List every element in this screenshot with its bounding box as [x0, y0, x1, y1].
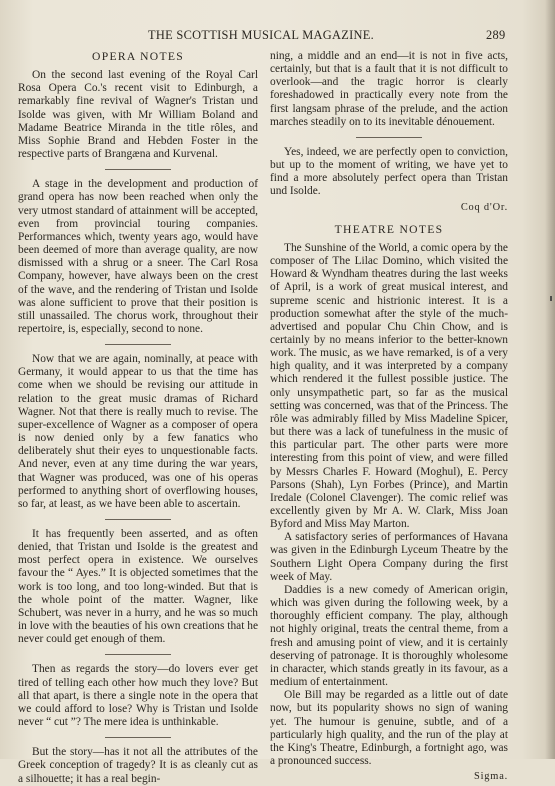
divider-rule	[105, 654, 171, 655]
theatre-notes-heading: THEATRE NOTES	[334, 222, 444, 236]
paragraph: Daddies is a new comedy of American origin, which was given during the following week, by a thoroughly efficient company. The play, although not highly original, treats the central theme, from a fresh and amusing point of view, and it is certainly deserving of patronage. It is thoroughly wholesome in character, which stands greatly in its favour, as a medium of entertainment.	[270, 583, 508, 689]
paragraph: Now that we are again, nominally, at peace with Germany, it would appear to us that the time has come when we should be revising our attitude in relation to the great music dramas of Richard Wagner. Not that there is really much to revise. The super-excellence of Wagner as a composer of opera is now denied only by a few fanatics who deliberately shut their eyes to unquestionable facts. And never, even at any time during the war years, that Wagner was produced, was one of his operas performed to anything short of overflowing houses, so far, at least, as we have been able to ascertain.	[18, 353, 258, 510]
page-header	[0, 28, 555, 44]
paragraph: Yes, indeed, we are perfectly open to conviction, but up to the moment of writing, we have yet to find a more absolutely perfect opera than Tristan und Isolde.	[270, 145, 508, 198]
divider-rule	[105, 344, 171, 345]
divider-rule	[105, 519, 171, 520]
paragraph: A satisfactory series of performances of Havana was given in the Edinburgh Lyceum Theatre by the Southern Light Opera Company during the first week of May.	[270, 531, 508, 583]
running-title: THE SCOTTISH MUSICAL MAGAZINE.	[148, 28, 375, 42]
paragraph: On the second last evening of the Royal Carl Rosa Opera Co.'s recent visit to Edinburgh, a remarkably fine revival of Wagner's Tristan und Isolde was given, with Mr William Boland and Madame Beatrice Miranda in the title rôles, and Miss Sophie Brand and Hebden Foster in the respective parts of Brangæna and Kurvenal.	[18, 69, 258, 161]
divider-rule	[105, 169, 171, 170]
paragraph: The Sunshine of the World, a comic opera by the composer of The Lilac Domino, which visited the Howard & Wyndham theatres during the last weeks of April, is a work of great musical interest, and supreme scenic and histrionic interest. It is a production somewhat after the style of the much-advertised and popular Chu Chin Chow, and is certainly by no means inferior to the better-known work. The music, as we have remarked, is of a very high quality, and it was interpreted by a company which rendered it the fullest possible justice. The only unsympathetic part, so far as the musical setting was concerned, was that of the Princess. The rôle was admirably filled by Miss Madeline Spicer, but there was a lack of tunefulness in the music of this particular part. The other parts were more interesting from this point of view, and were filled by Messrs Charles F. Howard (Moghul), E. Percy Parsons (Shah), Lyn Forbes (Prince), and Martin Iredale (Colonel Clavenger). The comic relief was excellently given by Mr A. W. Clark, Miss Joan Byford and Miss May Marton.	[270, 241, 508, 531]
spacer	[270, 214, 508, 223]
paragraph: But the story—has it not all the attributes of the Greek conception of tragedy? It is as cleanly cut as a silhouette; it has a real begin-	[18, 746, 258, 785]
page-number: 289	[486, 28, 506, 42]
opera-notes-signature: Coq d'Or.	[460, 201, 508, 213]
paragraph: Ole Bill may be regarded as a little out of date now, but its popularity shows no sign of waning yet. The humour is genuine, subtle, and of a particularly high quality, and the run of the play at the King's Theatre, Edinburgh, a fortnight ago, was a pronounced success.	[270, 689, 508, 767]
paragraph: A stage in the development and production of grand opera has now been reached when only the very utmost standard of attainment will be accepted, even from provincial touring companies. Performances which, twenty years ago, would have been deemed of more than average quality, are now dismissed with a shrug or a sneer. The Carl Rosa Company, however, have always been on the crest of the wave, and the rendering of Tristan und Isolde was alone sufficient to prove that their position is still unassailed. The chorus work, throughout their repertoire, is, especially, second to none.	[18, 178, 258, 335]
divider-rule	[356, 137, 422, 138]
paragraph: ning, a middle and an end—it is not in five acts, certainly, but that is a fault that it is not difficult to overlook—and the tragic horror is clearly foreshadowed in practically every note from the first langsam phrase of the prelude, and the action marches steadily on to its inevitable dénouement.	[270, 50, 508, 128]
binding-shadow	[545, 0, 555, 759]
right-column	[270, 50, 508, 783]
paragraph: It has frequently been asserted, and as often denied, that Tristan und Isolde is the greatest and most perfect opera in existence. We ourselves favour the “ Ayes.” It is objected sometimes that the work is too long, and too long-winded. But that is the whole point of the matter. Wagner, like Schubert, was never in a hurry, and he was so much in love with the beauties of his own creations that he never could get enough of them.	[18, 528, 258, 646]
divider-rule	[105, 737, 171, 738]
paragraph: Then as regards the story—do lovers ever get tired of telling each other how much they love? But all that apart, is there a single note in the opera that we could afford to lose? Why is Tristan und Isolde never “ cut ”? The mere idea is unthinkable.	[18, 663, 258, 729]
theatre-notes-signature: Sigma.	[474, 771, 508, 783]
left-column	[18, 50, 258, 786]
opera-notes-heading: OPERA NOTES	[92, 50, 184, 63]
